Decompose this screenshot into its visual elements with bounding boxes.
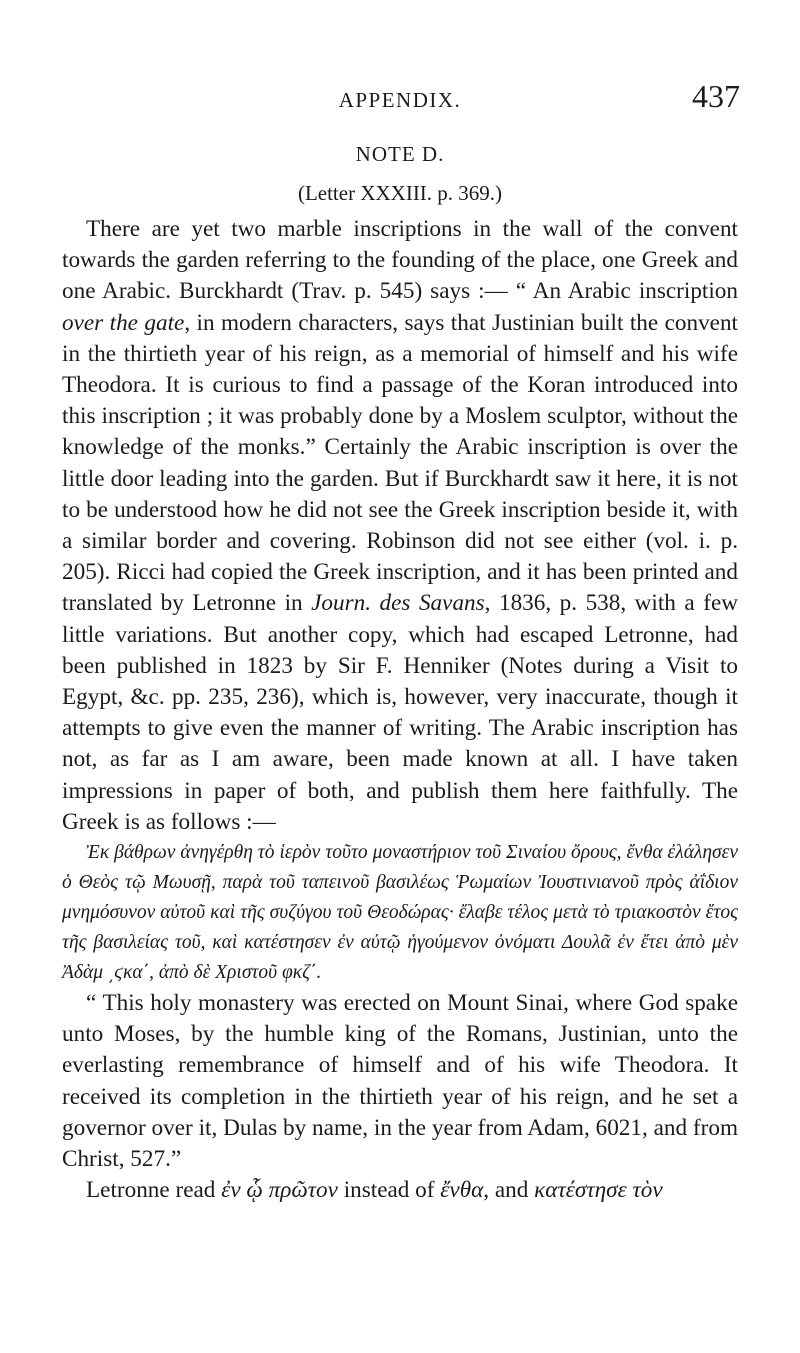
text-run: instead of <box>337 1177 441 1204</box>
text-run: There are yet two marble inscriptions in the wall of the convent towards the garden referring to the founding of the place, one Greek and one Arabic. Burckhardt (Trav. p. 545) says :— “ An Arabic inscription <box>62 216 738 305</box>
running-head <box>60 78 740 118</box>
page-number: 437 <box>692 78 740 114</box>
greek-run: ἐν ᾧ πρῶτον <box>221 1177 338 1204</box>
text-run: , in modern characters, says that Justinian built the convent in the thirtieth year of his reign, as a memorial of himself and his wife Theodora. It is curious to find a passage of the Koran introduced into this inscription ; it was probably done by a Moslem sculptor, without the knowledge of the monks.” Certainly the Arabic inscription is over the little door leading into the garden. But if Burckhardt saw it here, it is not to be understood how he did not see the Greek inscription beside it, with a similar border and covering. Robinson did not see either (vol. i. p. 205). Ricci had copied the Greek inscription, and it has been printed and translated by Letronne in <box>62 309 738 617</box>
english-translation: “ This holy monastery was erected on Mount Sinai, where God spake unto Moses, by the humble king of the Romans, Justinian, unto the everlasting remembrance of himself and of his wife Theodora. It received its completion in the thirtieth year of his reign, and he set a governor over it, Dulas by name, in the year from Adam, 6021, and from Christ, 527.” <box>62 990 738 1173</box>
greek-run: κατέστησε τὸν <box>534 1177 663 1204</box>
italic-run: over the gate <box>62 309 185 336</box>
running-head-title: APPENDIX. <box>338 88 462 112</box>
text-run: , 1836, p. 538, with a few little variations. But another copy, which had escaped Letronne, had been published in 1823 by Sir F. Henniker (Notes during a Visit to Egypt, &c. pp. 235, 236), which is, however, very inaccurate, though it attempts to give even the manner of writing. The Arabic inscription has not, as far as I am aware, been made known at all. I have taken impressions in paper of both, and publish them here faithfully. The Greek is as follows :— <box>62 590 738 835</box>
text-run: Letronne read <box>86 1177 222 1204</box>
body-paragraph-burckhardt <box>62 214 738 838</box>
body-paragraph-letronne <box>62 1175 738 1206</box>
note-reference: (Letter XXXIII. p. 369.) <box>297 181 503 205</box>
italic-run: Journ. des Savans <box>311 590 485 617</box>
page-body <box>62 142 738 1206</box>
greek-inscription: Ἐκ βάθρων ἀνηγέρθη τὸ ἱερὸν τοῦτο μοναστήριον τοῦ Σιναίου ὄρους, ἔνθα ἐλάλησεν ὁ Θεὸς τῷ Μωυσῇ, παρὰ τοῦ ταπεινοῦ βασιλέως Ῥωμαίων Ἰουστινιανοῦ πρὸς ἀΐδιον μνημόσυνον αὐτοῦ καὶ τῆς συζύγου τοῦ Θεοδώρας· ἔλαβε τέλος μετὰ τὸ τριακοστὸν ἔτος τῆς βασιλείας τοῦ, καὶ κατέστησεν ἐν αὐτῷ ἡγούμενον ὀνόματι Δουλᾶ ἐν ἔτει ἀπὸ μὲν Ἀδὰμ ͵ϛκα΄, ἀπὸ δὲ Χριστοῦ φκζ΄. <box>62 842 738 984</box>
text-run: , and <box>483 1177 535 1204</box>
note-heading: NOTE D. <box>355 142 445 166</box>
greek-run: ἔνθα <box>440 1177 484 1204</box>
